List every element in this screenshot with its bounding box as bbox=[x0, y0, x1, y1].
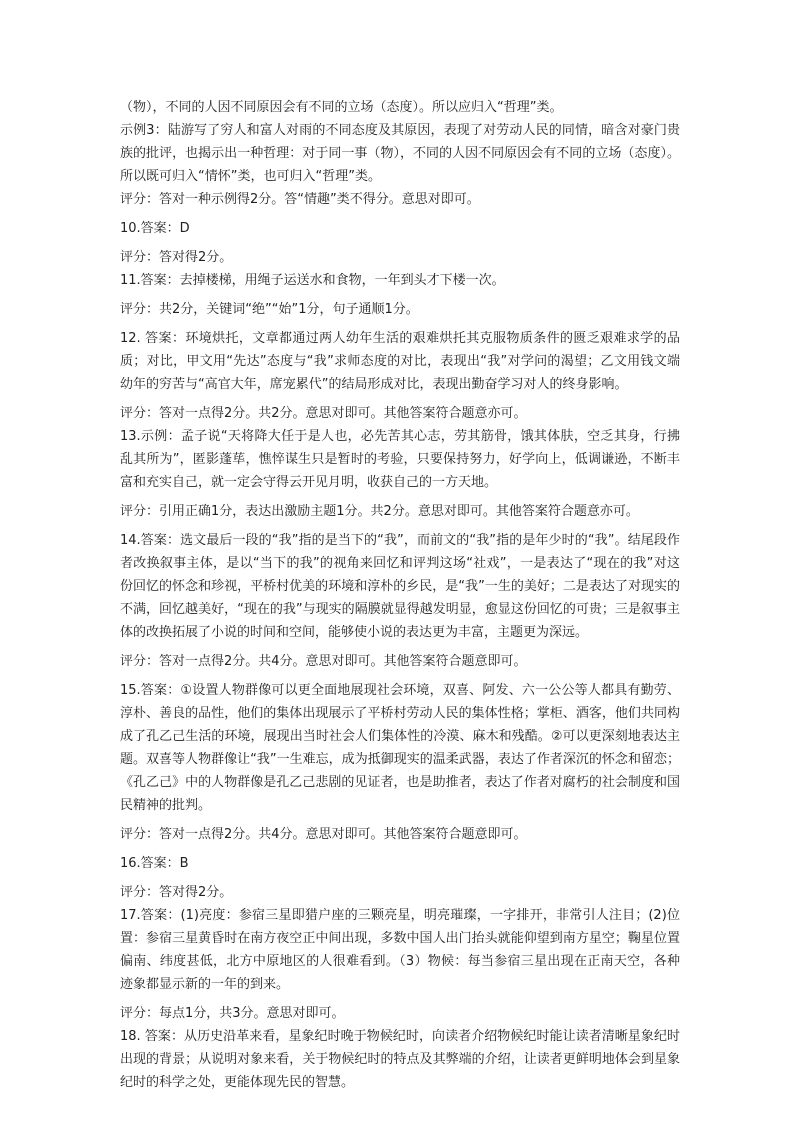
answer-15: 15.答案：①设置人物群像可以更全面地展现社会环境，双喜、阿发、六一公公等人都具有勤劳、淳朴、善良的品性，他们的集体出现展示了平桥村劳动人民的集体性格；掌柜、酒客，他们共同构成了孔乙己生活的环境，展现出当时社会人们集体性的冷漠、麻木和残酷。②可以更深刻地表达主题。双喜等人物群像让“我”一生难忘，成为抵御现实的温柔武器，表达了作者深沉的怀念和留恋；《孔乙己》中的人物群像是孔乙己悲剧的见证者，也是助推者，表达了作者对腐朽的社会制度和国民精神的批判。 bbox=[120, 683, 680, 813]
text-line: （物），不同的人因不同原因会有不同的立场（态度）。所以应归入“哲理”类。 bbox=[120, 100, 563, 115]
answer-17: 17.答案：(1)亮度：参宿三星即猎户座的三颗亮星，明亮璀璨，一字排开，非常引人注目；(2)位置：参宿三星黄昏时在南方夜空正中间出现，多数中国人出门抬头就能仰望到南方星空；鞠星位置偏南、纬度甚低，北方中原地区的人很难看到。（3）物候：每当参宿三星出现在正南天空，各种迹象都显示新的一年的到来。 bbox=[120, 908, 680, 992]
answer-10: 10.答案：D bbox=[120, 221, 190, 236]
answer-12: 12. 答案：环境烘托，文章都通过两人幼年生活的艰难烘托其克服物质条件的匮乏艰难求学的品质；对比，甲文用“先达”态度与“我”求师态度的对比，表现出“我”对学问的渴望；乙文用钱文端幼年的穷苦与“高官大年，席宠累代”的结局形成对比，表现出勤奋学习对人的终身影响。 bbox=[120, 331, 680, 392]
scoring-note: 评分：每点1分，共3分。意思对即可。 bbox=[120, 1006, 345, 1021]
scoring-note: 评分：答对一点得2分。共4分。意思对即可。其他答案符合题意即可。 bbox=[120, 654, 527, 669]
scoring-note: 评分：答对一种示例得2分。答“情趣”类不得分。意思对即可。 bbox=[120, 192, 480, 207]
answer-18: 18. 答案：从历史沿革来看，星象纪时晚于物候纪时，向读者介绍物候纪时能让读者清晰星象纪时出现的背景；从说明对象来看，关于物候纪时的特点及其弊端的介绍，让读者更鲜明地体会到星象纪时的科学之处，更能体现先民的智慧。 bbox=[120, 1029, 680, 1090]
scoring-note: 评分：引用正确1分，表达出激励主题1分。共2分。意思对即可。其他答案符合题意亦可。 bbox=[120, 504, 639, 519]
answer-11: 11.答案：去掉楼梯，用绳子运送水和食物，一年到头才下楼一次。 bbox=[120, 273, 505, 288]
answer-14: 14.答案：选文最后一段的“我”指的是当下的“我”，而前文的“我”指的是年少时的“我”。结尾段作者改换叙事主体，是以“当下的我”的视角来回忆和评判这场“社戏”，一是表达了“现在的我”对这份回忆的怀念和珍视，平桥村优美的环境和淳朴的乡民，是“我”一生的美好；二是表达了对现实的不满，回忆越美好，“现在的我”与现实的隔膜就显得越发明显，愈显这份回忆的可贵；三是叙事主体的改换拓展了小说的时间和空间，能够使小说的表达更为丰富，主题更为深远。 bbox=[120, 533, 680, 640]
scoring-note: 评分：答对一点得2分。共2分。意思对即可。其他答案符合题意亦可。 bbox=[120, 406, 527, 421]
scoring-note: 评分：答对得2分。 bbox=[120, 885, 233, 900]
answer-16: 16.答案：B bbox=[120, 856, 189, 871]
scoring-note: 评分：答对一点得2分。共4分。意思对即可。其他答案符合题意即可。 bbox=[120, 827, 527, 842]
answer-key-document bbox=[120, 96, 680, 1094]
scoring-note: 评分：答对得2分。 bbox=[120, 250, 233, 265]
scoring-note: 评分：共2分，关键词“绝”“始”1分，句子通顺1分。 bbox=[120, 302, 419, 317]
answer-13: 13.示例：孟子说“天将降大任于是人也，必先苦其心志，劳其筋骨，饿其体肤，空乏其身，行拂乱其所为”，匿影蓬荜，憔悴谋生只是暂时的考验，只要保持努力，好学向上，低调谦逊，不断丰富和充实自己，就一定会守得云开见月明，收获自己的一方天地。 bbox=[120, 429, 680, 490]
example-3: 示例3：陆游写了穷人和富人对雨的不同态度及其原因，表现了对劳动人民的同情，暗含对豪门贵族的批评，也揭示出一种哲理：对于同一事（物），不同的人因不同原因会有不同的立场（态度）。所以既可归入“情怀”类，也可归入“哲理”类。 bbox=[120, 123, 680, 184]
